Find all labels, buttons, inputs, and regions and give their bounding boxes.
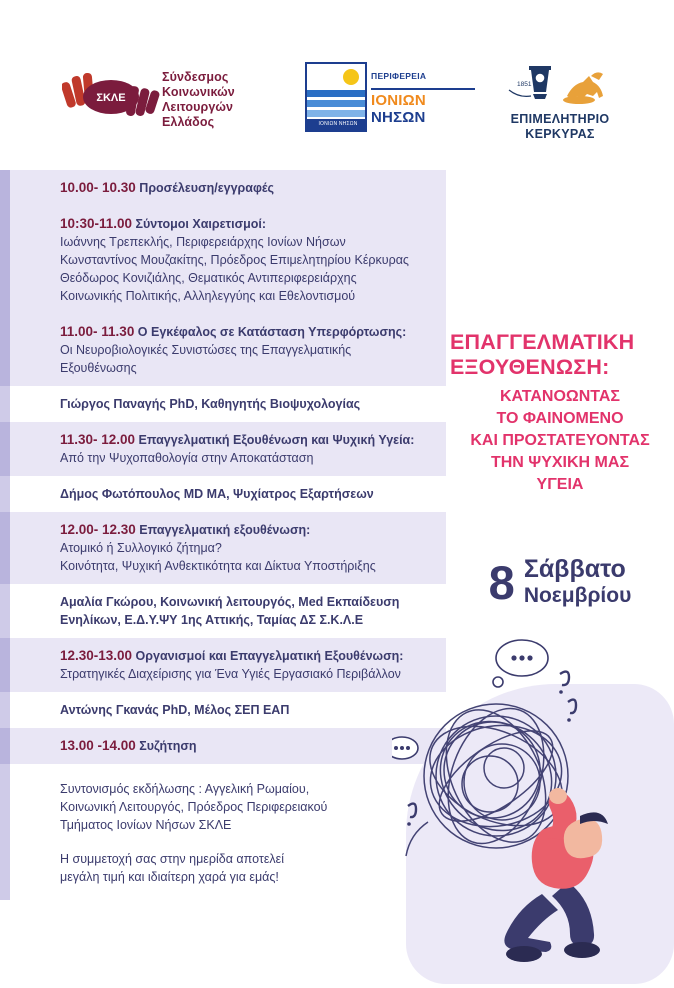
- program-row-header: [60, 323, 446, 341]
- program-row-detail: Εξουθένωσης: [60, 361, 137, 375]
- region-line-bottom: ΝΗΣΩΝ: [371, 109, 426, 126]
- program-row-time: 12.30-13.00: [60, 648, 133, 663]
- program-row: [0, 692, 446, 728]
- headline-main-line-2: ΕΞΟΥΘΕΝΩΣΗ:: [450, 355, 610, 379]
- skle-line-1: Σύνδεσμος: [162, 70, 229, 84]
- logo-skle: [62, 68, 247, 130]
- headline-sub-line: ΚΑΙ ΠΡΟΣΤΑΤΕΥΟΝΤΑΣ: [470, 432, 650, 449]
- program-row-accent-bar: [0, 584, 10, 638]
- region-emblem-icon: [305, 62, 367, 132]
- headline-sub-line: ΚΑΤΑΝΟΩΝΤΑΣ: [499, 388, 621, 405]
- region-line-mid: ΙΟΝΙΩΝ: [371, 92, 426, 109]
- program-row-time: 11.30- 12.00: [60, 432, 136, 447]
- date-weekday: Σάββατο: [523, 555, 626, 583]
- headline-sub: [446, 386, 674, 496]
- logo-row: [0, 30, 674, 141]
- program-row-detail: Ατομικό ή Συλλογικό ζήτημα?: [60, 541, 222, 555]
- program-row: [0, 206, 446, 314]
- headline-block: [446, 330, 674, 496]
- program-row-speaker: Δήμος Φωτόπουλος MD MA, Ψυχίατρος Εξαρτήσεων: [60, 487, 374, 501]
- chamber-line-1: ΕΠΙΜΕΛΗΤΗΡΙΟ: [510, 112, 610, 126]
- footer-moderation-line: Τμήματος Ιονίων Νήσων ΣΚΛΕ: [60, 818, 232, 832]
- program-row-time: 10:30-11.00: [60, 216, 133, 231]
- program-row-title: Προσέλευση/εγγραφές: [135, 181, 275, 195]
- headline-main: [446, 330, 674, 380]
- program-schedule: [0, 170, 446, 900]
- program-row: [0, 728, 446, 764]
- chamber-lion-icon: [495, 60, 625, 112]
- program-row-accent-bar: [0, 476, 10, 512]
- footer-block: [0, 764, 446, 900]
- program-row-accent-bar: [0, 314, 10, 386]
- program-row-detail: Κωνσταντίνος Μουζακίτης, Πρόεδρος Επιμελητηρίου Κέρκυρας: [60, 253, 409, 267]
- logo-region-ionian: [305, 62, 480, 134]
- headline-sub-line: ΤΗΝ ΨΥΧΙΚΗ ΜΑΣ: [490, 454, 630, 471]
- program-row-detail: Θεόδωρος Κονιζιάλης, Θεματικός Αντιπεριφερειάρχης: [60, 271, 357, 285]
- program-row: [0, 584, 446, 638]
- illustration-figure-icon: [392, 624, 674, 984]
- skle-line-3: Λειτουργών: [162, 100, 234, 114]
- program-row-accent-bar: [0, 512, 10, 584]
- program-row: [0, 422, 446, 476]
- program-row-header: [60, 179, 446, 197]
- program-row: [0, 512, 446, 584]
- logo-chamber-corfu: [495, 60, 625, 141]
- program-row-detail: Ιωάννης Τρεπεκλής, Περιφερειάρχης Ιονίων Νήσων: [60, 235, 346, 249]
- footer-moderation-line: Συντονισμός εκδήλωσης : Αγγελική Ρωμαίου,: [60, 782, 310, 796]
- program-row-accent-bar: [0, 638, 10, 692]
- program-row-title: Επαγγελματική εξουθένωση:: [135, 523, 311, 537]
- program-row-speaker: Γιώργος Παναγής PhD, Καθηγητής Βιοψυχολογίας: [60, 397, 361, 411]
- program-row-title: Επαγγελματική Εξουθένωση και Ψυχική Υγεία:: [135, 433, 415, 447]
- program-row-header: [60, 737, 446, 755]
- program-row-header: [60, 521, 446, 539]
- program-row-detail: Κοινωνικής Πολιτικής, Αλληλεγγύης και Εθελοντισμού: [60, 289, 356, 303]
- footer-spacer: [60, 834, 446, 850]
- region-wordmark: [371, 70, 479, 83]
- program-row: [0, 386, 446, 422]
- program-row-speaker: Αμαλία Γκώρου, Κοινωνική λειτουργός, Med Εκπαίδευση: [60, 595, 400, 609]
- date-month: Νοεμβρίου: [523, 584, 632, 607]
- program-row-speaker: Αντώνης Γκανάς PhD, Μέλος ΣΕΠ ΕΑΠ: [60, 703, 290, 717]
- program-row-time: 10.00- 10.30: [60, 180, 136, 195]
- program-row-header: [60, 647, 446, 665]
- headline-sub-line: ΤΟ ΦΑΙΝΟΜΕΝΟ: [496, 410, 624, 427]
- program-row: [0, 638, 446, 692]
- skle-hands-icon: [62, 68, 160, 126]
- program-row: [0, 314, 446, 386]
- svg-text:ΣΚΛΕ: ΣΚΛΕ: [96, 92, 126, 104]
- event-date: [446, 556, 674, 608]
- program-row: [0, 170, 446, 206]
- footer-thanks-line: Η συμμετοχή σας στην ημερίδα αποτελεί: [60, 852, 284, 866]
- program-row-detail: Κοινότητα, Ψυχική Ανθεκτικότητα και Δίκτυα Υποστήριξης: [60, 559, 376, 573]
- headline-sub-line: ΥΓΕΙΑ: [536, 476, 584, 493]
- program-row-detail: Οι Νευροβιολογικές Συνιστώσες της Επαγγελματικής: [60, 343, 352, 357]
- program-row-time: 13.00 -14.00: [60, 738, 136, 753]
- footer-moderation-line: Κοινωνική Λειτουργός, Πρόεδρος Περιφερειακού: [60, 800, 328, 814]
- date-number: 8: [488, 555, 515, 609]
- program-row-title: Ο Εγκέφαλος σε Κατάσταση Υπερφόρτωσης:: [134, 325, 407, 339]
- footer-thanks-line: μεγάλη τιμή και ιδιαίτερη χαρά για εμάς!: [60, 870, 279, 884]
- program-row-speaker: Ενηλίκων, Ε.Δ.Υ.ΨΥ 1ης Αττικής, Ταμίας ΔΣ Σ.Κ.Λ.Ε: [60, 613, 364, 627]
- footer-accent-bar: [0, 764, 10, 900]
- chamber-wordmark: [495, 112, 625, 142]
- svg-text:1851: 1851: [517, 81, 532, 88]
- region-emblem-caption: ΙΟΝΙΩΝ ΝΗΣΩΝ: [307, 119, 367, 130]
- program-row-accent-bar: [0, 728, 10, 764]
- program-row-detail: Από την Ψυχοπαθολογία στην Αποκατάσταση: [60, 451, 314, 465]
- illustration-burnout: [392, 624, 674, 984]
- program-row-title: Σύντομοι Χαιρετισμοί:: [132, 217, 267, 231]
- program-row-header: [60, 431, 446, 449]
- skle-line-2: Κοινωνικών: [162, 85, 235, 99]
- program-row-detail: Στρατηγικές Διαχείρισης για Ένα Υγιές Εργασιακό Περιβάλλον: [60, 667, 401, 681]
- program-row-accent-bar: [0, 206, 10, 314]
- program-row: [0, 476, 446, 512]
- program-row-title: Οργανισμοί και Επαγγελματική Εξουθένωση:: [132, 649, 404, 663]
- program-row-accent-bar: [0, 386, 10, 422]
- program-row-header: [60, 215, 446, 233]
- program-row-time: 11.00- 11.30: [60, 324, 135, 339]
- program-row-accent-bar: [0, 692, 10, 728]
- program-row-accent-bar: [0, 422, 10, 476]
- program-row-title: Συζήτηση: [135, 739, 197, 753]
- headline-main-line-1: ΕΠΑΓΓΕΛΜΑΤΙΚΗ: [450, 330, 635, 354]
- program-row-time: 12.00- 12.30: [60, 522, 136, 537]
- program-row-accent-bar: [0, 170, 10, 206]
- skle-wordmark: [162, 70, 252, 130]
- chamber-line-2: ΚΕΡΚΥΡΑΣ: [525, 127, 595, 141]
- skle-line-4: Ελλάδος: [162, 115, 215, 129]
- region-line-top: ΠΕΡΙΦΕΡΕΙΑ: [371, 71, 427, 81]
